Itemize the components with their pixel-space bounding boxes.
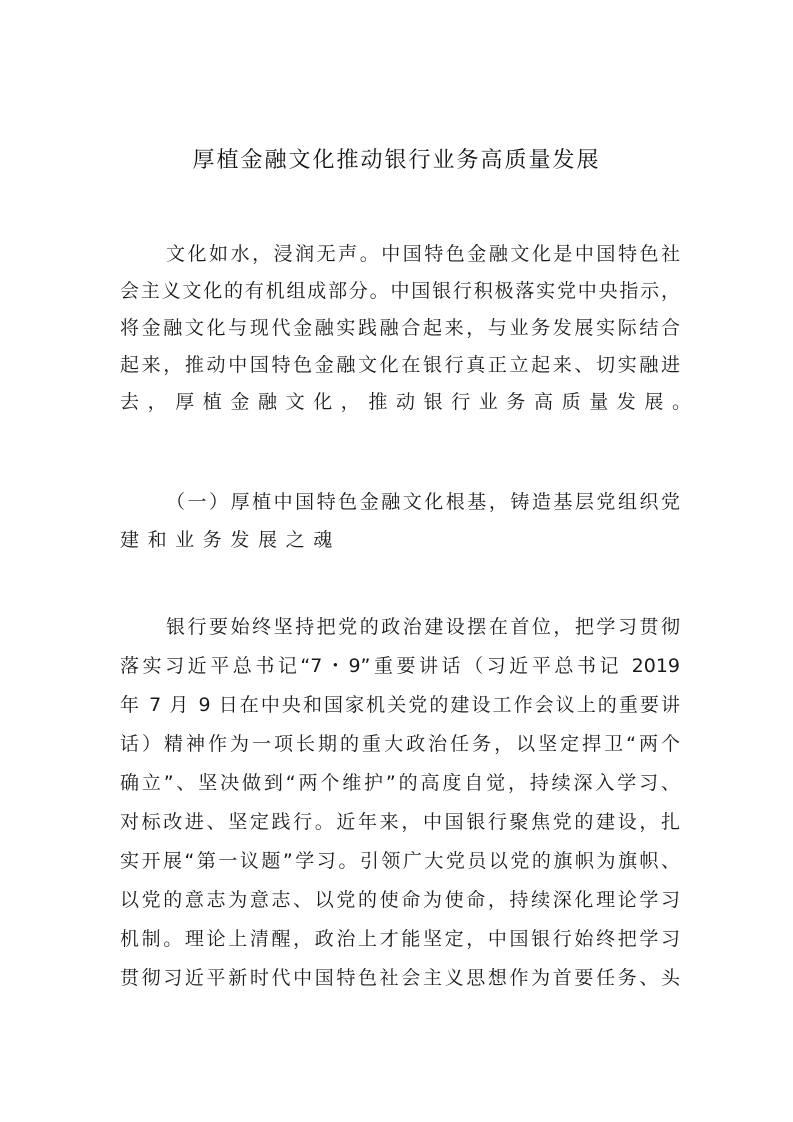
text-line: 文化如水，浸润无声。中国特色金融文化是中国特色社: [166, 243, 680, 265]
text-line: 去，厚植金融文化，推动银行业务高质量发展。: [120, 391, 700, 413]
text-line: 落实习近平总书记“7・9”重要讲话（习近平总书记 2019: [120, 655, 680, 677]
text-line: 实开展“第一议题”学习。引领广大党员以党的旗帜为旗帜、: [120, 850, 680, 872]
text-line: 机制。理论上清醒，政治上才能坚定，中国银行始终把学习: [120, 928, 680, 950]
text-line: 话）精神作为一项长期的重大政治任务，以坚定捍卫“两个: [120, 733, 680, 755]
text-line: 以党的意志为意志、以党的使命为使命，持续深化理论学习: [120, 889, 680, 911]
text-line: 起来，推动中国特色金融文化在银行真正立起来、切实融进: [120, 354, 680, 376]
text-line: 将金融文化与现代金融实践融合起来，与业务发展实际结合: [120, 317, 680, 339]
text-line: 建和业务发展之魂: [120, 529, 341, 551]
document-title: 厚植金融文化推动银行业务高质量发展: [192, 147, 601, 173]
text-line: 会主义文化的有机组成部分。中国银行积极落实党中央指示，: [120, 280, 680, 302]
text-line: 确立”、坚决做到“两个维护”的高度自觉，持续深入学习、: [120, 772, 680, 794]
text-line: 银行要始终坚持把党的政治建设摆在首位，把学习贯彻: [166, 616, 680, 638]
text-line: 年 7 月 9 日在中央和国家机关党的建设工作会议上的重要讲: [120, 694, 680, 716]
text-line: 贯彻习近平新时代中国特色社会主义思想作为首要任务、头: [120, 967, 680, 989]
text-line: （一）厚植中国特色金融文化根基，铸造基层党组织党: [166, 491, 680, 513]
text-line: 对标改进、坚定践行。近年来，中国银行聚焦党的建设，扎: [120, 811, 680, 833]
